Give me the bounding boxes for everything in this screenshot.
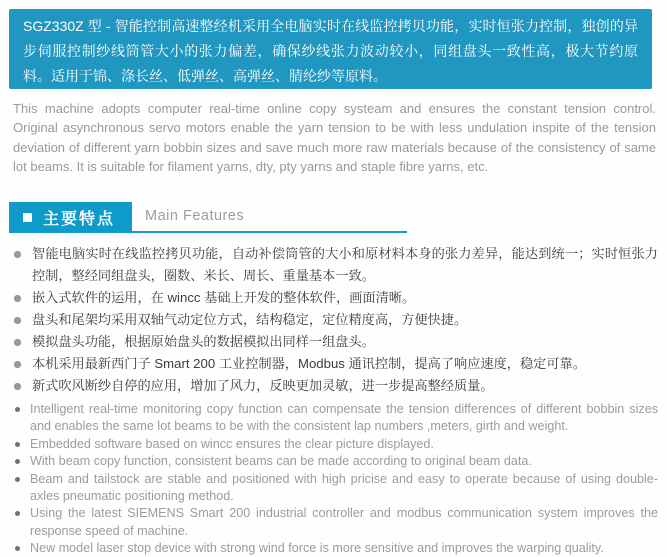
feature-text-en: With beam copy function, consistent beams can be made according to original beam data. <box>30 454 532 469</box>
section-title-en: Main Features <box>145 208 245 224</box>
bullet-icon <box>14 317 21 324</box>
features-list-zh <box>9 243 658 397</box>
feature-text-zh: 本机采用最新西门子 Smart 200 工业控制器，Modbus 通讯控制，提高了响应速度，稳定可靠。 <box>32 356 586 371</box>
square-bullet-icon <box>23 213 32 222</box>
bullet-icon <box>15 407 20 412</box>
bullet-icon <box>15 546 20 551</box>
feature-text-en: Embedded software based on wincc ensures the clear picture displayed. <box>30 436 434 451</box>
bullet-icon <box>15 459 20 464</box>
feature-item-en <box>11 453 658 470</box>
feature-item-zh <box>9 375 658 397</box>
feature-text-en: Beam and tailstock are stable and positioned with high pricise and easy to operate because of using double-axles pneumatic positioning method. <box>30 471 658 504</box>
feature-text-zh: 嵌入式软件的运用，在 wincc 基础上开发的整体软件，画面清晰。 <box>32 290 416 305</box>
product-intro-en-text: This machine adopts computer real-time online copy systeam and ensures the constant tension control. Original asynchronous servo motors enable the yarn tension to be with less undulation inspite of the tension deviation of different yarn bobbin sizes and save much more raw materials because of the consistency of same lot beams. It is suitable for filament yarns, dty, pty yarns and staple fibre yarns, etc. <box>13 101 656 174</box>
bullet-icon <box>14 361 21 368</box>
section-title-box <box>9 202 132 233</box>
feature-item-zh <box>9 287 658 309</box>
bullet-icon <box>14 251 21 258</box>
bullet-icon <box>15 442 20 447</box>
feature-text-en: New model laser stop device with strong wind force is more sensitive and improves the warping quality. <box>30 541 604 556</box>
feature-text-zh: 盘头和尾架均采用双轴气动定位方式，结构稳定，定位精度高，方便快捷。 <box>32 312 468 327</box>
feature-item-en <box>11 436 658 453</box>
feature-text-en: Using the latest SIEMENS Smart 200 industrial controller and modbus communication system improves the response speed of machine. <box>30 506 658 538</box>
feature-item-zh <box>9 243 658 287</box>
feature-text-zh: 智能电脑实时在线监控拷贝功能，自动补偿筒管的大小和原材料本身的张力差异，能达到统一；实时恒张力控制，整经同组盘头，圈数、米长、周长、重量基本一致。 <box>32 246 658 283</box>
feature-text-en: Intelligent real-time monitoring copy function can compensate the tension differences of different bobbin sizes and enables the same lot beams to be with the consistent lap numbers ,meters, girth and weight. <box>30 402 658 434</box>
bullet-icon <box>14 383 21 390</box>
feature-item-en <box>11 540 658 557</box>
feature-item-zh <box>9 353 658 375</box>
section-title-zh: 主要特点 <box>43 211 116 228</box>
feature-item-en <box>11 505 658 540</box>
bullet-icon <box>15 511 20 516</box>
product-intro-zh-text: SGZ330Z 型 - 智能控制高速整经机采用全电脑实时在线监控拷贝功能，实时恒张力控制，独创的异步伺服控制纱线筒管大小的张力偏差，确保纱线张力波动较小，同组盘头一致性高，极大节约原料。适用于锦、涤长丝、低弹丝、高弹丝、腈纶纱等原料。 <box>23 18 638 84</box>
bullet-icon <box>14 339 21 346</box>
feature-text-zh: 新式吹风断纱自停的应用，增加了风力，反映更加灵敏，进一步提高整经质量。 <box>32 378 494 393</box>
features-list-en <box>11 401 658 557</box>
bullet-icon <box>15 477 20 482</box>
feature-item-zh <box>9 309 658 331</box>
product-intro-zh-box <box>9 9 652 89</box>
bullet-icon <box>14 295 21 302</box>
feature-item-en <box>11 401 658 436</box>
feature-item-zh <box>9 331 658 353</box>
section-header <box>9 202 407 233</box>
feature-item-en <box>11 471 658 506</box>
feature-text-zh: 模拟盘头功能，根据原始盘头的数据模拟出同样一组盘头。 <box>32 334 375 349</box>
